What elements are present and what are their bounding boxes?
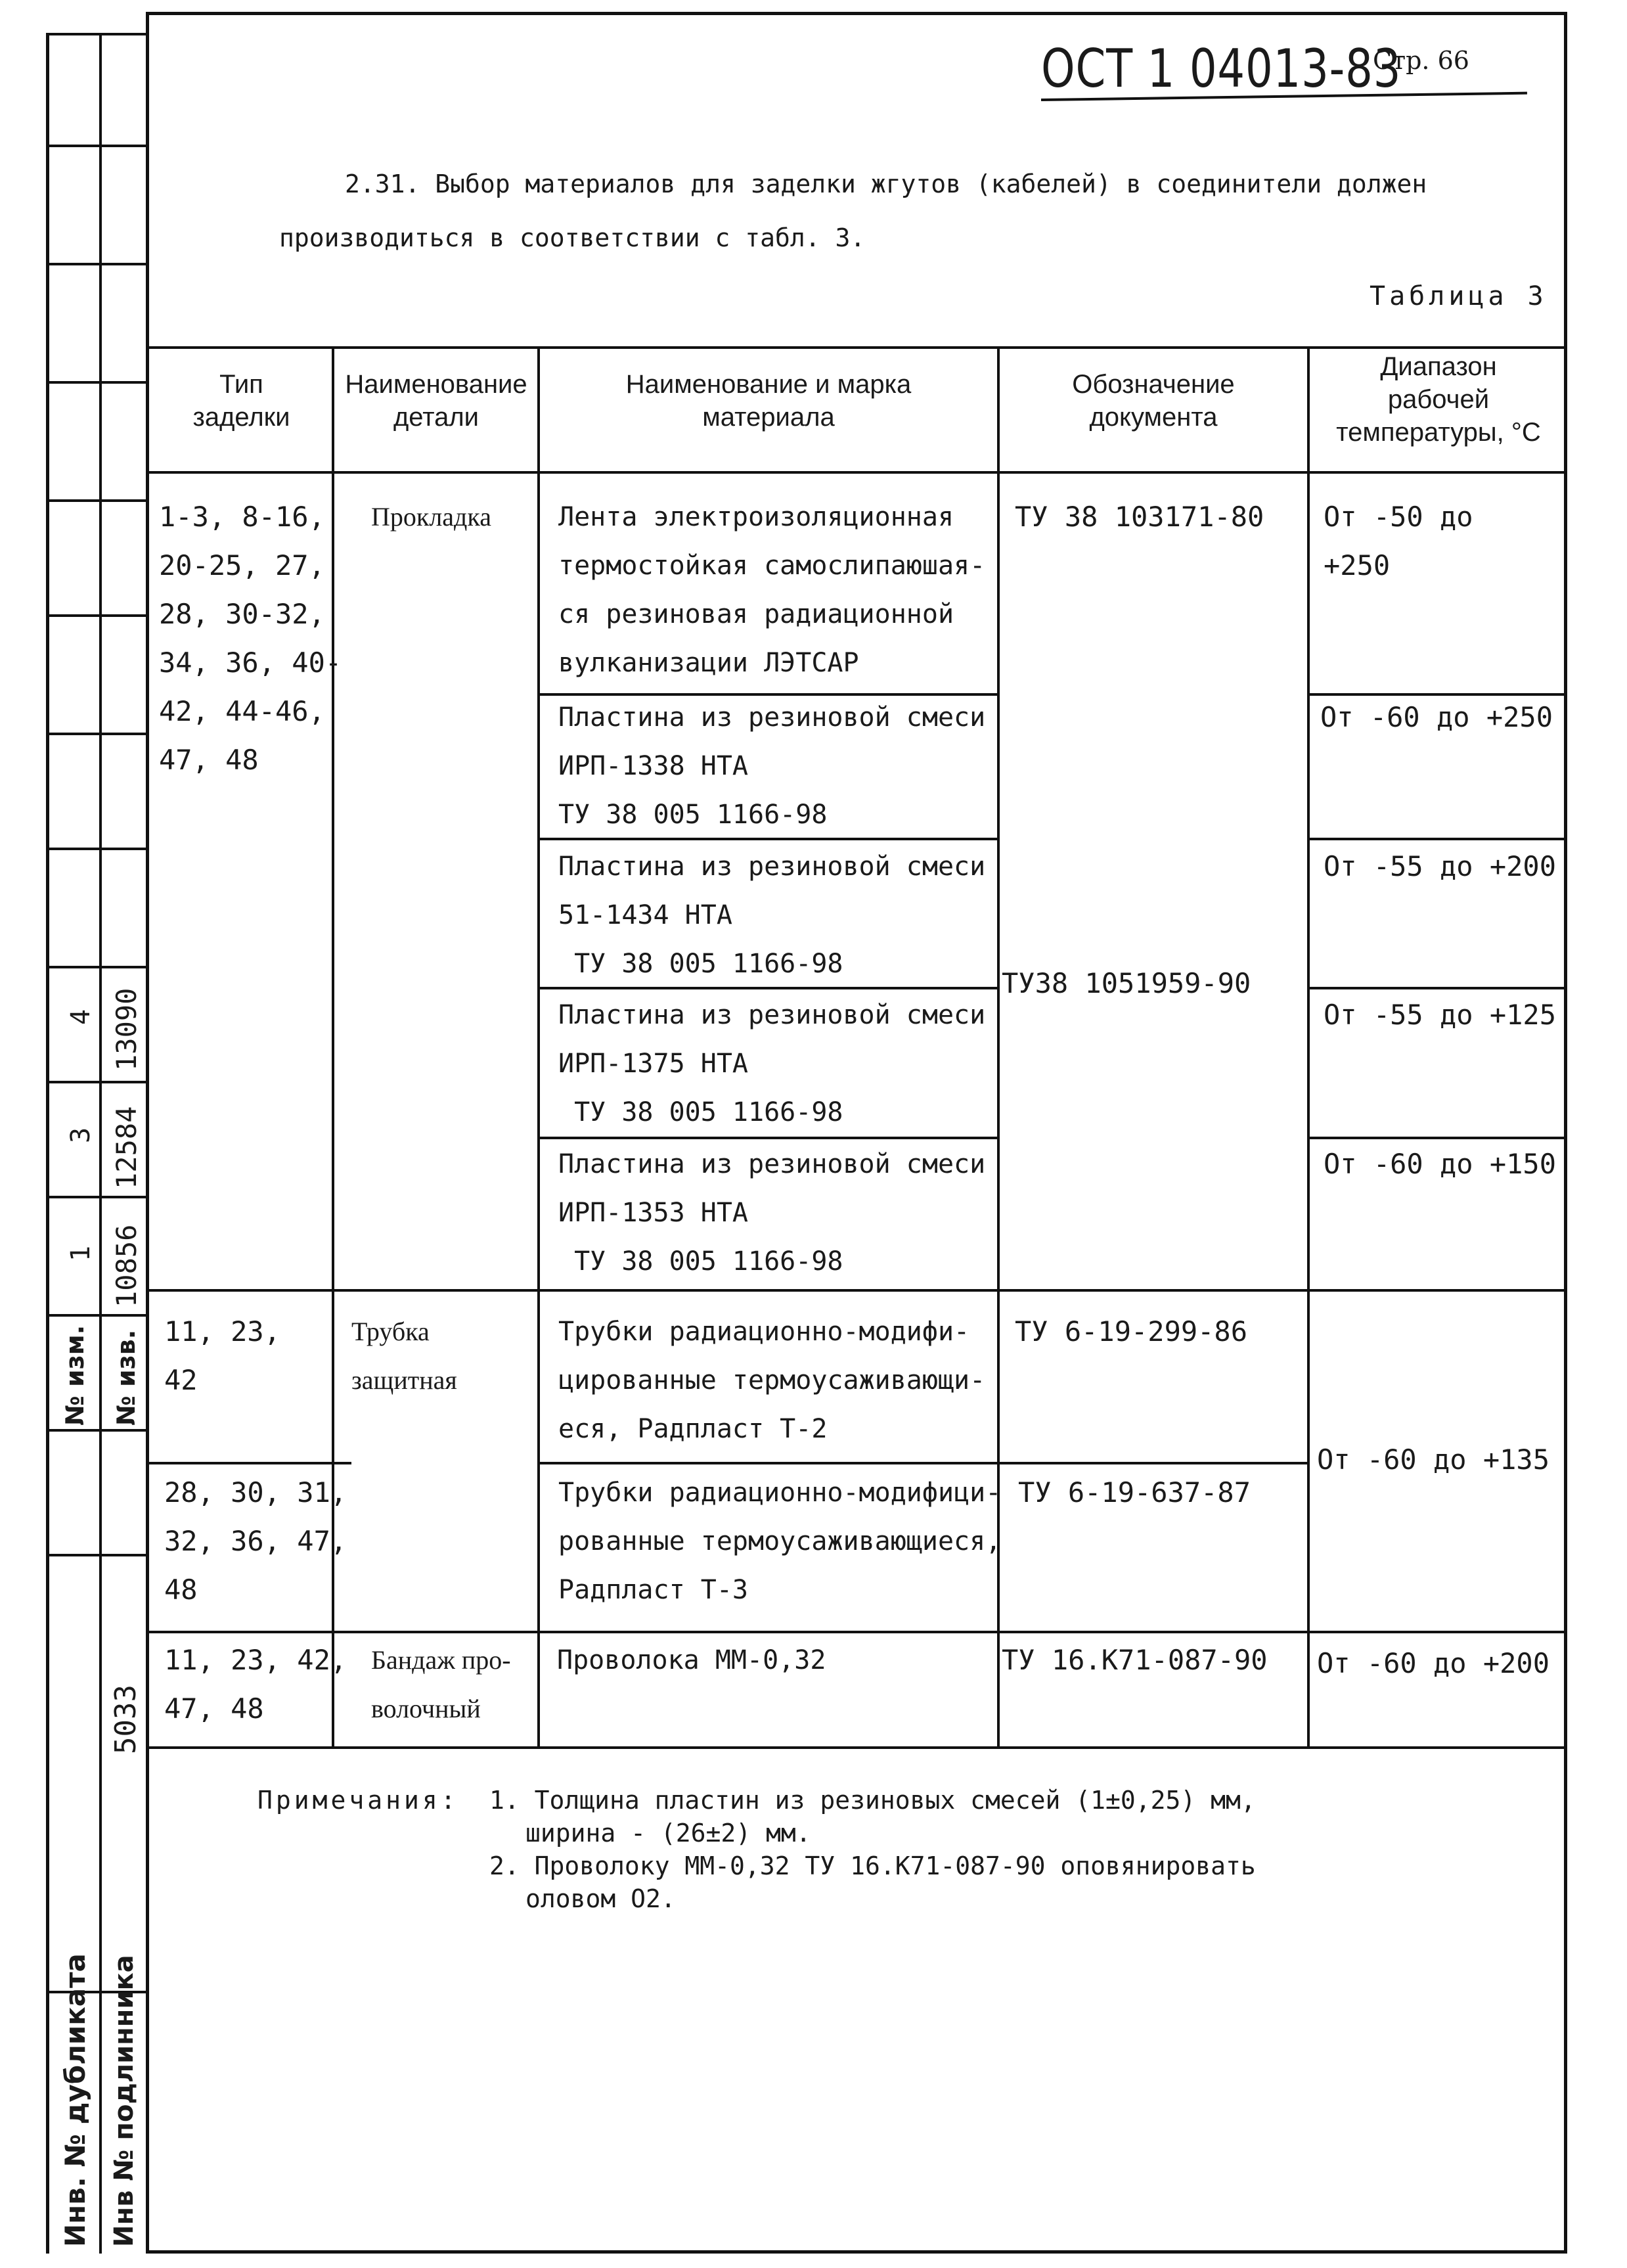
group2-row2-type: 28, 30, 31, 32, 36, 47, 48 bbox=[164, 1476, 347, 1606]
group1-shared-doc: ТУ38 1051959-90 bbox=[1002, 967, 1251, 999]
note-1-line-2: ширина - (26±2) мм. bbox=[525, 1819, 811, 1848]
group1-type: 1-3, 8-16, 20-25, 27, 28, 30-32, 34, 36, 40- 42, 44-46, 47, 48 bbox=[159, 501, 342, 776]
intro-line-2: производиться в соответствии с табл. 3. bbox=[279, 223, 866, 252]
group1-row3-temp: От -55 до +200 bbox=[1324, 850, 1557, 882]
group1-row5-material: Пластина из резиновой смеси ИРП-1353 НТА ТУ 38 005 1166-98 bbox=[558, 1149, 986, 1277]
margin-change-1: 1 bbox=[66, 1245, 96, 1261]
group3-temp: От -60 до +200 bbox=[1317, 1647, 1550, 1679]
document-code: ОСТ 1 04013-83 bbox=[1041, 38, 1402, 99]
group2-row1-type: 11, 23, 42 bbox=[164, 1315, 281, 1396]
group1-row4-temp: От -55 до +125 bbox=[1324, 999, 1557, 1031]
margin-divider bbox=[99, 33, 102, 2254]
group1-row2-material: Пластина из резиновой смеси ИРП-1338 НТА ТУ 38 005 1166-98 bbox=[558, 702, 986, 830]
margin-label-izv: № изв. bbox=[112, 1329, 141, 1426]
group3-doc: ТУ 16.К71-087-90 bbox=[1002, 1644, 1268, 1676]
note-1-line-1: 1. Толщина пластин из резиновых смесей (1±0,25) мм, bbox=[489, 1786, 1256, 1815]
margin-notice-12584: 12584 bbox=[110, 1106, 143, 1189]
group2-row1-material: Трубки радиационно-модифи- цированные термоусаживающи- еся, Радпласт Т-2 bbox=[558, 1317, 986, 1444]
group2-row2-doc: ТУ 6-19-637-87 bbox=[1018, 1476, 1251, 1508]
margin-change-3: 3 bbox=[66, 1127, 96, 1143]
group1-row3-material: Пластина из резиновой смеси 51-1434 НТА ТУ 38 005 1166-98 bbox=[558, 851, 986, 979]
header-document: Обозначение документа bbox=[1072, 370, 1235, 432]
margin-change-4: 4 bbox=[66, 1009, 96, 1025]
header-part: Наименование детали bbox=[345, 370, 527, 432]
margin-label-izm: № изм. bbox=[60, 1325, 89, 1426]
margin-notice-10856: 10856 bbox=[110, 1224, 143, 1307]
margin-notice-13090: 13090 bbox=[110, 987, 143, 1071]
margin-label-original: Инв № подлинника bbox=[109, 1955, 139, 2247]
group1-row4-material: Пластина из резиновой смеси ИРП-1375 НТА ТУ 38 005 1166-98 bbox=[558, 1000, 986, 1127]
intro-line-1: 2.31. Выбор материалов для заделки жгутов (кабелей) в соединители должен bbox=[345, 170, 1427, 198]
group1-row1-doc: ТУ 38 103171-80 bbox=[1015, 501, 1264, 533]
group2-row1-doc: ТУ 6-19-299-86 bbox=[1015, 1315, 1248, 1348]
group1-row2-temp: От -60 до +250 bbox=[1320, 701, 1553, 733]
notes-label: Примечания: bbox=[257, 1786, 459, 1815]
header-material: Наименование и марка материала bbox=[625, 370, 912, 432]
table-caption: Таблица 3 bbox=[1370, 281, 1548, 311]
group1-row5-temp: От -60 до +150 bbox=[1324, 1148, 1557, 1180]
group2-row2-material: Трубки радиационно-модифици- рованные термоусаживающиеся, Радпласт Т-3 bbox=[558, 1478, 1002, 1605]
group3-part: Бандаж про- волочный bbox=[371, 1645, 511, 1723]
group1-row1-temp: От -50 до +250 bbox=[1324, 501, 1473, 581]
header-type: Тип заделки bbox=[192, 370, 290, 432]
note-2-line-2: оловом О2. bbox=[525, 1884, 676, 1913]
group3-type: 11, 23, 42, 47, 48 bbox=[164, 1644, 347, 1725]
margin-inv-number: 5033 bbox=[109, 1685, 143, 1754]
group3-material: Проволока ММ-0,32 bbox=[557, 1645, 826, 1675]
group1-part: Прокладка bbox=[371, 502, 491, 532]
header-temperature: Диапазон рабочей температуры, °С bbox=[1336, 352, 1541, 447]
margin-label-duplicate: Инв. № дубликата bbox=[59, 1953, 91, 2247]
group2-part: Трубка защитная bbox=[351, 1317, 457, 1395]
group1-row1-material: Лента электроизоляционная термостойкая самослипаюшая- ся резиновая радиационной вулканизации ЛЭТСАР bbox=[558, 502, 986, 678]
group2-temp: От -60 до +135 bbox=[1317, 1443, 1550, 1476]
note-2-line-1: 2. Проволоку ММ-0,32 ТУ 16.К71-087-90 оповянировать bbox=[489, 1851, 1256, 1880]
page-number: Стр. 66 bbox=[1373, 46, 1469, 75]
